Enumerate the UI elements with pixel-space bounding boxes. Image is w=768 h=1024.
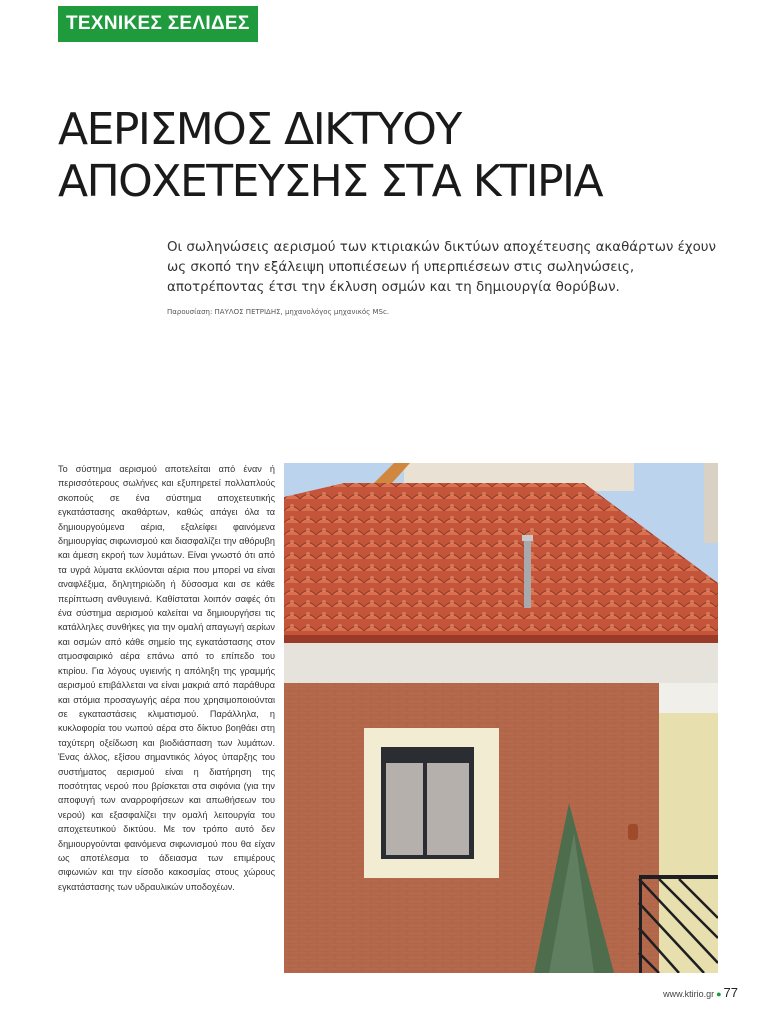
balcony-post	[639, 875, 642, 973]
page-footer	[663, 986, 738, 1001]
article-lead: Οι σωληνώσεις αερισμού των κτιριακών δικτύων αποχέτευσης ακαθάρτων έχουν ως σκοπό την εξάλειψη υποπιέσεων ή υπερπιέσεων στις σωληνώσεις, αποτρέποντας έτσι την έκλυση οσμών και τη δημιουργία θορύβων.	[167, 240, 717, 295]
byline: Παρουσίαση: ΠΑΥΛΟΣ ΠΕΤΡΙΔΗΣ, μηχανολόγος μηχανικός MSc.	[167, 308, 390, 316]
vent-pipe-cap	[522, 535, 533, 541]
title-line-1: ΑΕΡΙΣΜΟΣ ΔΙΚΤΥΟΥ	[58, 104, 461, 155]
window-sash	[423, 763, 427, 855]
window-curtain	[386, 763, 469, 855]
balcony-rail-top	[639, 875, 718, 879]
roof-eave	[284, 635, 718, 643]
page-number: 77	[723, 985, 738, 1000]
chimney-right	[704, 463, 718, 543]
article-body: Το σύστημα αερισμού αποτελείται από έναν ή περισσότερους σωλήνες και εξυπηρετεί πολλαπλούς σκοπούς σε ένα σύστημα αποχετευτικής εγκατάστασης ακαθάρτων, καθώς απάγει όλα τα δημιουργούμενα αέρια, εξαλείφει φαινόμενα δημιουργίας σιφωνισμού και διασφαλίζει την αθόρυβη και άμεση εκροή των λυμάτων. Είναι γνωστό ότι από τα υγρά λύματα εκλύονται αέρια που μπορεί να είναι αναφλέξιμα, δηλητηριώδη ή δύσοσμα και σε κάθε περίπτωση ανθυγιεινά. Καθίσταται λοιπόν σαφές ότι ένα σύστημα αερισμού καλείται να δημιουργήσει τις κατάλληλες συνθήκες για την ομαλή απαγωγή αερίων και οσμών από κάθε σημείο της εγκατάστασης στον ατμοσφαιρικό αέρα επάνω από το επίπεδο του κτιρίου. Για λόγους υγιεινής η απόληξη της γραμμής αερισμού επιβάλλεται να είναι μακριά από παράθυρα και στόμια προσαγωγής αέρα που χρησιμοποιούνται σε εγκαταστάσεις κλιματισμού. Παράλληλα, η κυκλοφορία του νωπού αέρα στο δίκτυο βοηθάει στη ταχύτερη οξείδωση και βιοδιάσπαση των λυμάτων. Ένας άλλος, εξίσου σημαντικός λόγος ύπαρξης του συστήματος αερισμού είναι η διατήρηση της ποσότητας νερού που βρίσκεται στα σιφόνια (για την αποφυγή των αναρροφήσεων και απωθήσεων του νερού) και εξασφαλίζει την ομαλή λειτουργία του αποχετευτικού δικτύου. Με τον τρόπο αυτό δεν δημιουργούνται φαινόμενα σιφωνισμού που θα είχαν ως αποτέλεσμα το άδειασμα των επιμέρους σιφωνιών και την είσοδο κακοσμίας στους χώρους εγκατάστασης των υδραυλικών υποδοχέων.	[58, 464, 275, 892]
soffit	[284, 643, 718, 683]
vent-pipe	[524, 538, 531, 608]
wall-lamp	[628, 824, 638, 840]
title-line-2: ΑΠΟΧΕΤΕΥΣΗΣ ΣΤΑ ΚΤΙΡΙΑ	[58, 156, 603, 207]
building-roof-photo	[284, 463, 718, 973]
side-overhang	[659, 683, 718, 713]
section-tag: ΤΕΧΝΙΚΕΣ ΣΕΛΙΔΕΣ	[58, 6, 258, 42]
article-title	[58, 104, 738, 208]
footer-site: www.ktirio.gr	[663, 989, 715, 999]
bullet-icon: ●	[716, 989, 722, 999]
